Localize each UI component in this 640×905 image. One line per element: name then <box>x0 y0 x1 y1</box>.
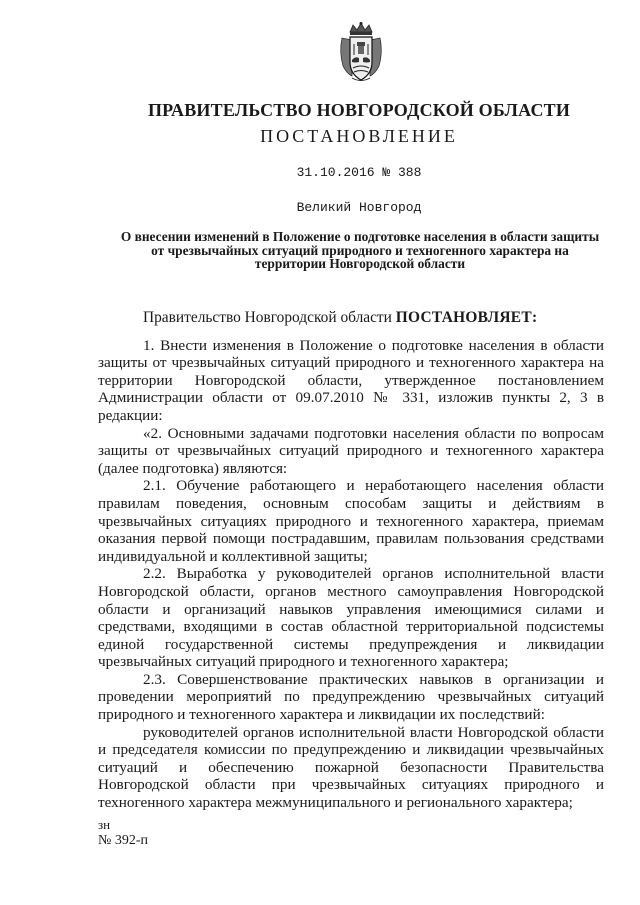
intro-text: Правительство Новгородской области <box>143 309 396 326</box>
registration-number: № 392-п <box>98 833 149 848</box>
paragraph-2-2: 2.2. Выработка у руководителей органов исполнительной власти Новгородской области, органов местного самоуправления Новгородской области и организаций навыков управления имеющимися силами и средствами, входящими в состав областной территориальной подсистемы единой государственной системы предупреждения и ликвидации чрезвычайных ситуаций природного и техногенного характера; <box>98 565 604 671</box>
government-title: ПРАВИТЕЛЬСТВО НОВГОРОДСКОЙ ОБЛАСТИ <box>147 100 571 120</box>
paragraph-2-1: 2.1. Обучение работающего и неработающего населения области правилам поведения, основным способам защиты и действиям в чрезвычайных ситуациях природного и техногенного характера, приемам оказания первой помощи пострадавшим, правилам пользования средствами индивидуальной и коллективной защиты; <box>98 477 604 565</box>
paragraph-2: «2. Основными задачами подготовки населения области по вопросам защиты от чрезвычайных ситуаций природного и техногенного характера (далее подготовка) являются: <box>98 424 604 477</box>
footer <box>98 817 148 849</box>
paragraph-2-3: 2.3. Совершенствование практических навыков в организации и проведении мероприятий по предупреждению чрезвычайных ситуаций природного и техногенного характера и ликвидации их последствий: <box>98 670 604 724</box>
intro-resolves: ПОСТАНОВЛЯЕТ: <box>395 309 538 326</box>
city: Великий Новгород <box>296 200 422 215</box>
document-body <box>98 309 604 812</box>
executor-initials: зн <box>98 817 111 832</box>
date-number: 31.10.2016 № 388 <box>296 165 422 180</box>
paragraph-1: 1. Внести изменения в Положение о подготовке населения в области защиты от чрезвычайных ситуаций природного и техногенного характера на территории Новгородской области, утвержденное постановлением Администрации области от 09.07.2010 № 331, изложив пункты 2, 3 в редакции: <box>98 336 604 424</box>
paragraph-managers: руководителей органов исполнительной власти Новгородской области и председателя комиссии по предупреждению и ликвидации чрезвычайных ситуаций и обеспечению пожарной безопасности Правительства Новгородской области при чрезвычайных ситуациях природного и техногенного характера межмуниципального и регионального характера; <box>98 723 604 812</box>
decree-subject: О внесении изменений в Положение о подготовке населения в области защиты от чрезвычайных ситуаций природного и техногенного характера на территории Новгородской области <box>120 229 600 271</box>
document-type: ПОСТАНОВЛЕНИЕ <box>260 126 458 146</box>
coat-of-arms-icon <box>338 22 384 84</box>
intro-paragraph <box>98 309 604 327</box>
